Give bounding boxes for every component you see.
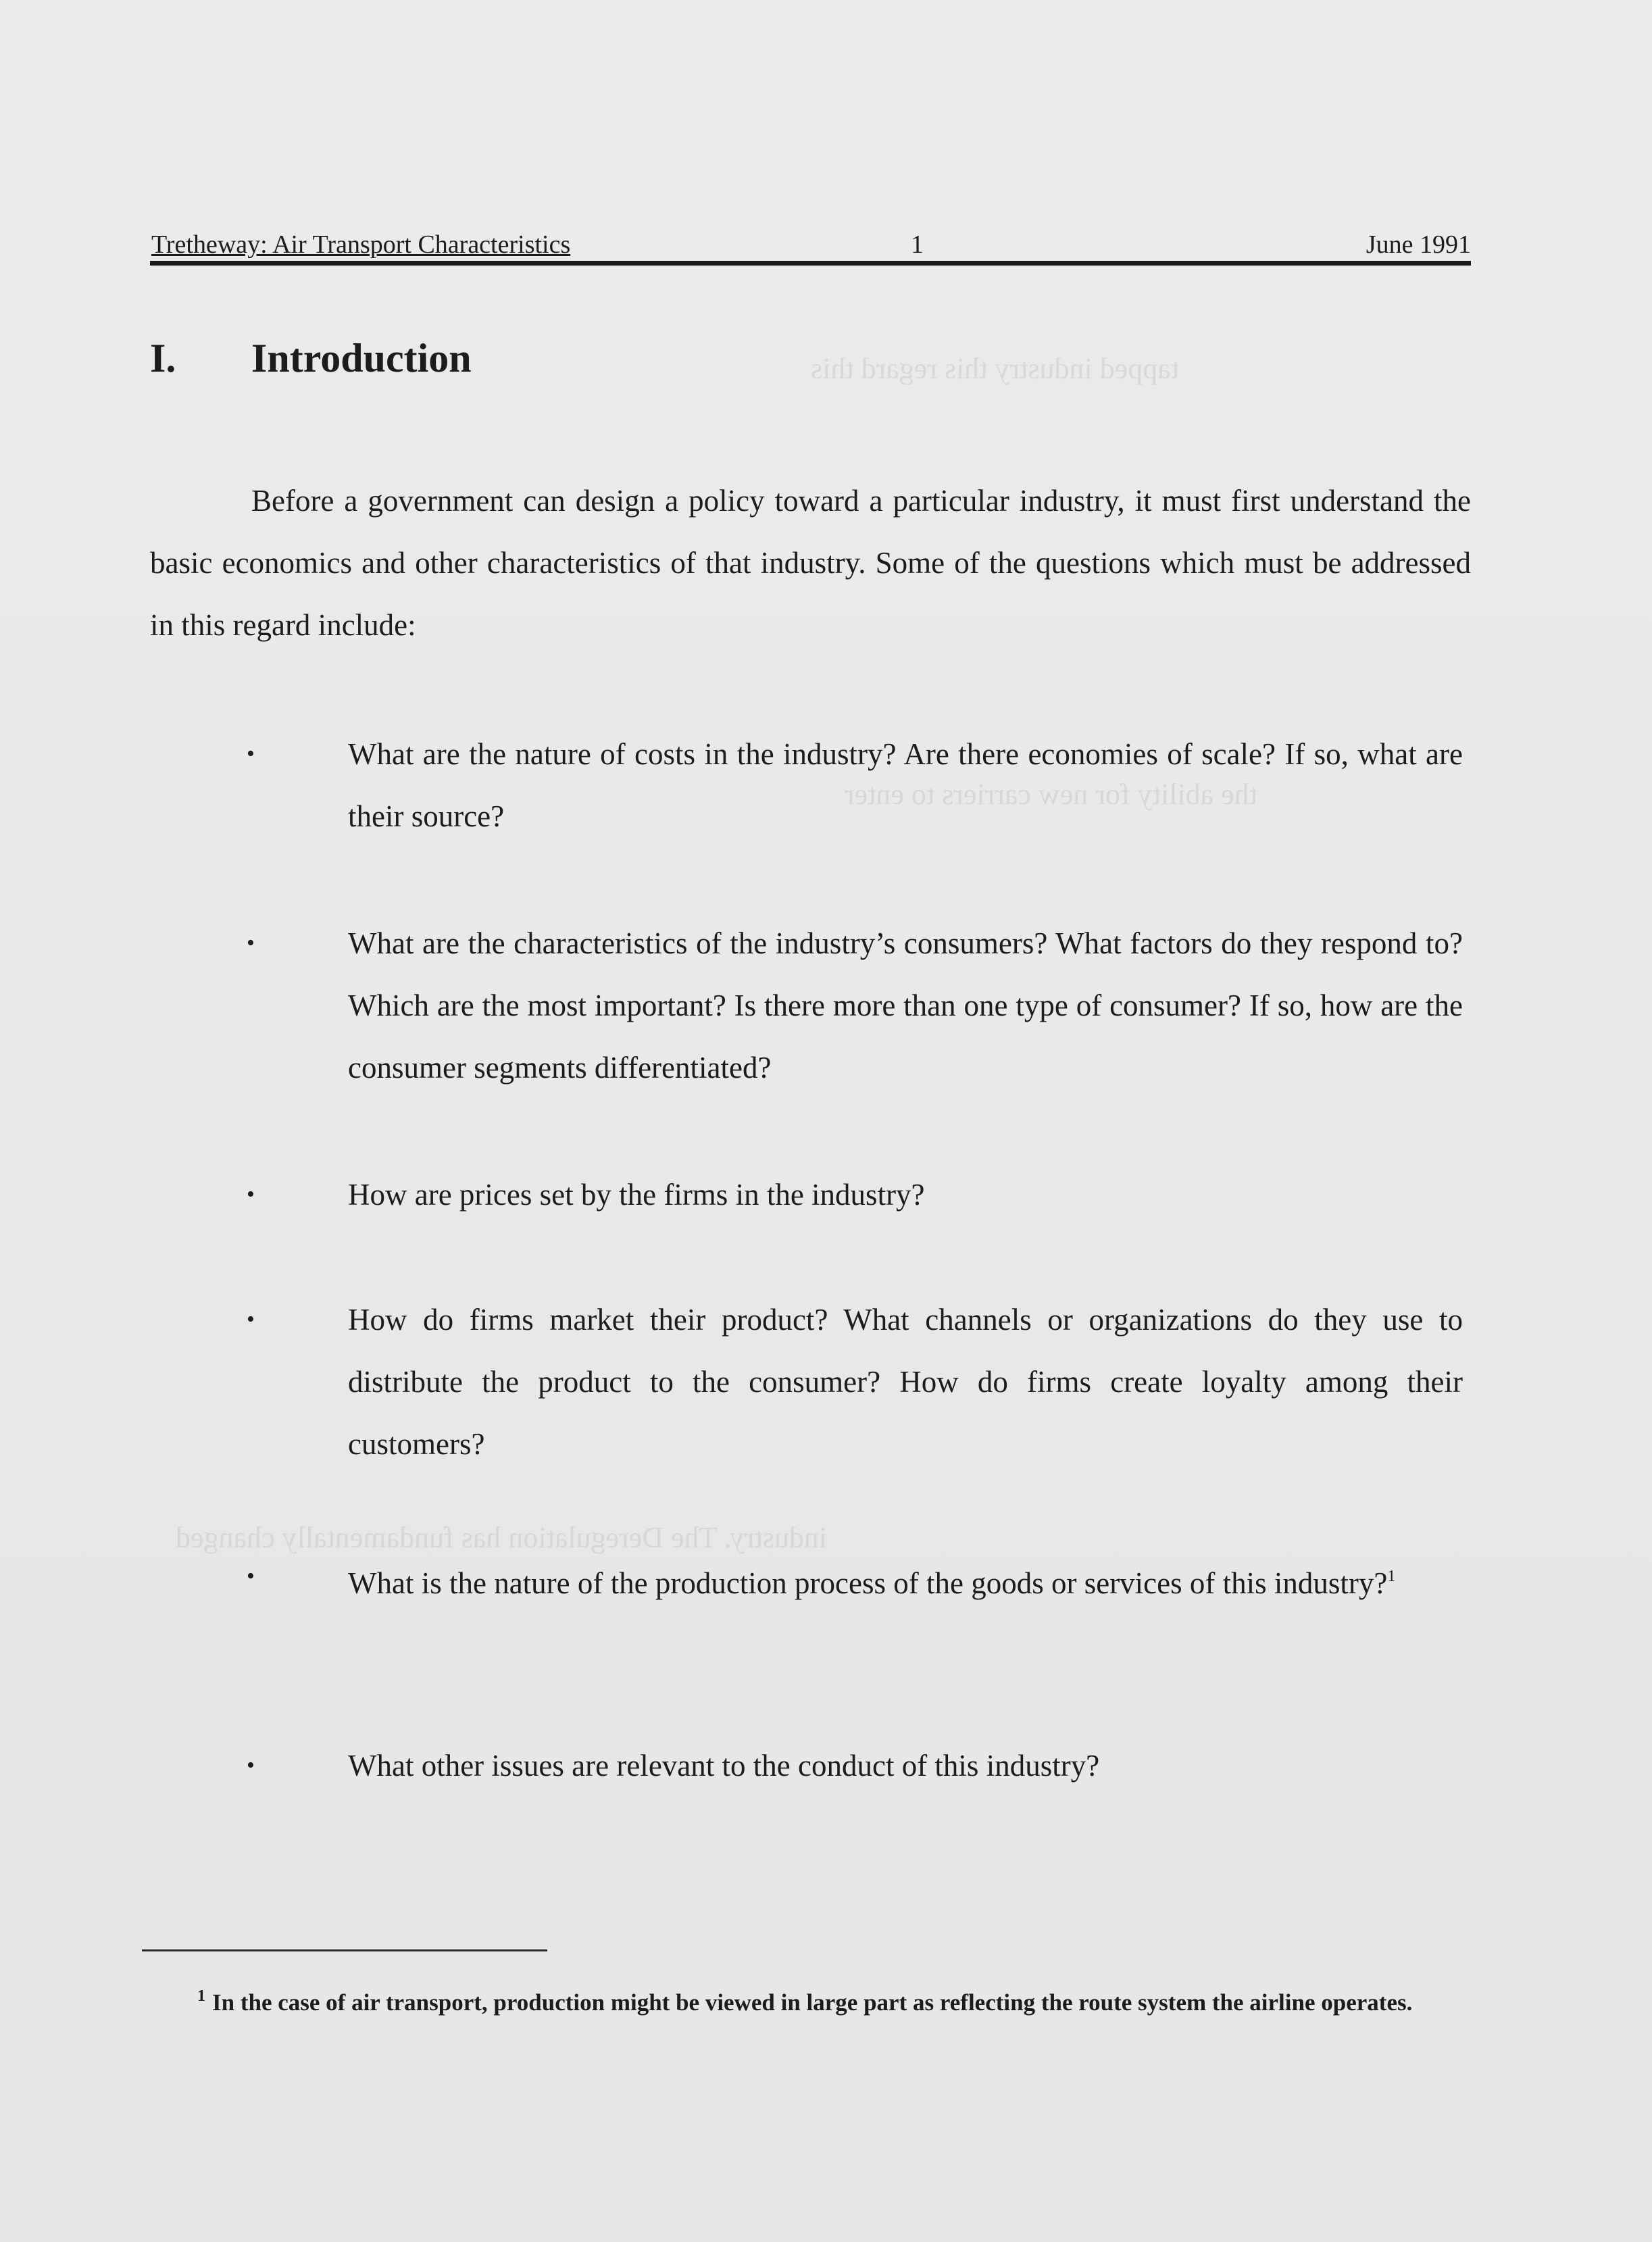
list-item-text: What are the characteristics of the industry’s consumers? What factors do they respond to? Which are the most important? Is there more than one type of consumer? If so, how are the consumer segments differentiated? — [348, 926, 1463, 1085]
section-title: Introduction — [251, 336, 472, 380]
list-item-text-body: What is the nature of the production process of the goods or services of this industry? — [348, 1566, 1388, 1600]
bleed-through-text: industry. The Deregulation has fundamentally changed — [176, 1521, 828, 1554]
page-number: 1 — [911, 230, 924, 259]
footnote — [150, 1978, 1468, 2020]
footnote-text: In the case of air transport, production might be viewed in large part as reflecting the route system the airline operates. — [212, 1989, 1413, 2016]
intro-paragraph — [150, 470, 1471, 656]
section-heading — [150, 335, 472, 382]
bullet-marker: • — [247, 741, 255, 766]
header-title: Tretheway: Air Transport Characteristics — [151, 230, 571, 259]
bullet-marker: • — [247, 1564, 255, 1589]
header-date: June 1991 — [1366, 230, 1471, 259]
list-item-text: What other issues are relevant to the conduct of this industry? — [348, 1749, 1100, 1783]
bleed-through-text: tapped industry this regard this — [811, 352, 1180, 385]
footnote-divider — [142, 1949, 547, 1951]
list-item-text: What are the nature of costs in the industry? Are there economies of scale? If so, what are their source? — [348, 737, 1463, 833]
intro-paragraph-text: Before a government can design a policy toward a particular industry, it must first understand the basic economics and other characteristics of that industry. Some of the questions which must be addressed in this regard include: — [150, 484, 1471, 642]
bullet-marker: • — [247, 1753, 255, 1778]
footnote-reference: 1 — [1387, 1568, 1396, 1585]
list-item-text — [348, 1545, 1463, 1614]
list-item-text: How are prices set by the firms in the industry? — [348, 1178, 925, 1212]
bullet-marker: • — [247, 1182, 255, 1207]
section-number: I. — [150, 336, 176, 380]
footnote-number: 1 — [197, 1987, 205, 2005]
bullet-marker: • — [247, 1307, 255, 1332]
running-header — [150, 230, 1471, 266]
bullet-marker: • — [247, 930, 255, 955]
list-item-text: How do firms market their product? What channels or organizations do they use to distribute the product to the consumer? How do firms create loyalty among their customers? — [348, 1303, 1463, 1461]
bleed-through-text: the ability for new carriers to enter — [845, 778, 1257, 811]
